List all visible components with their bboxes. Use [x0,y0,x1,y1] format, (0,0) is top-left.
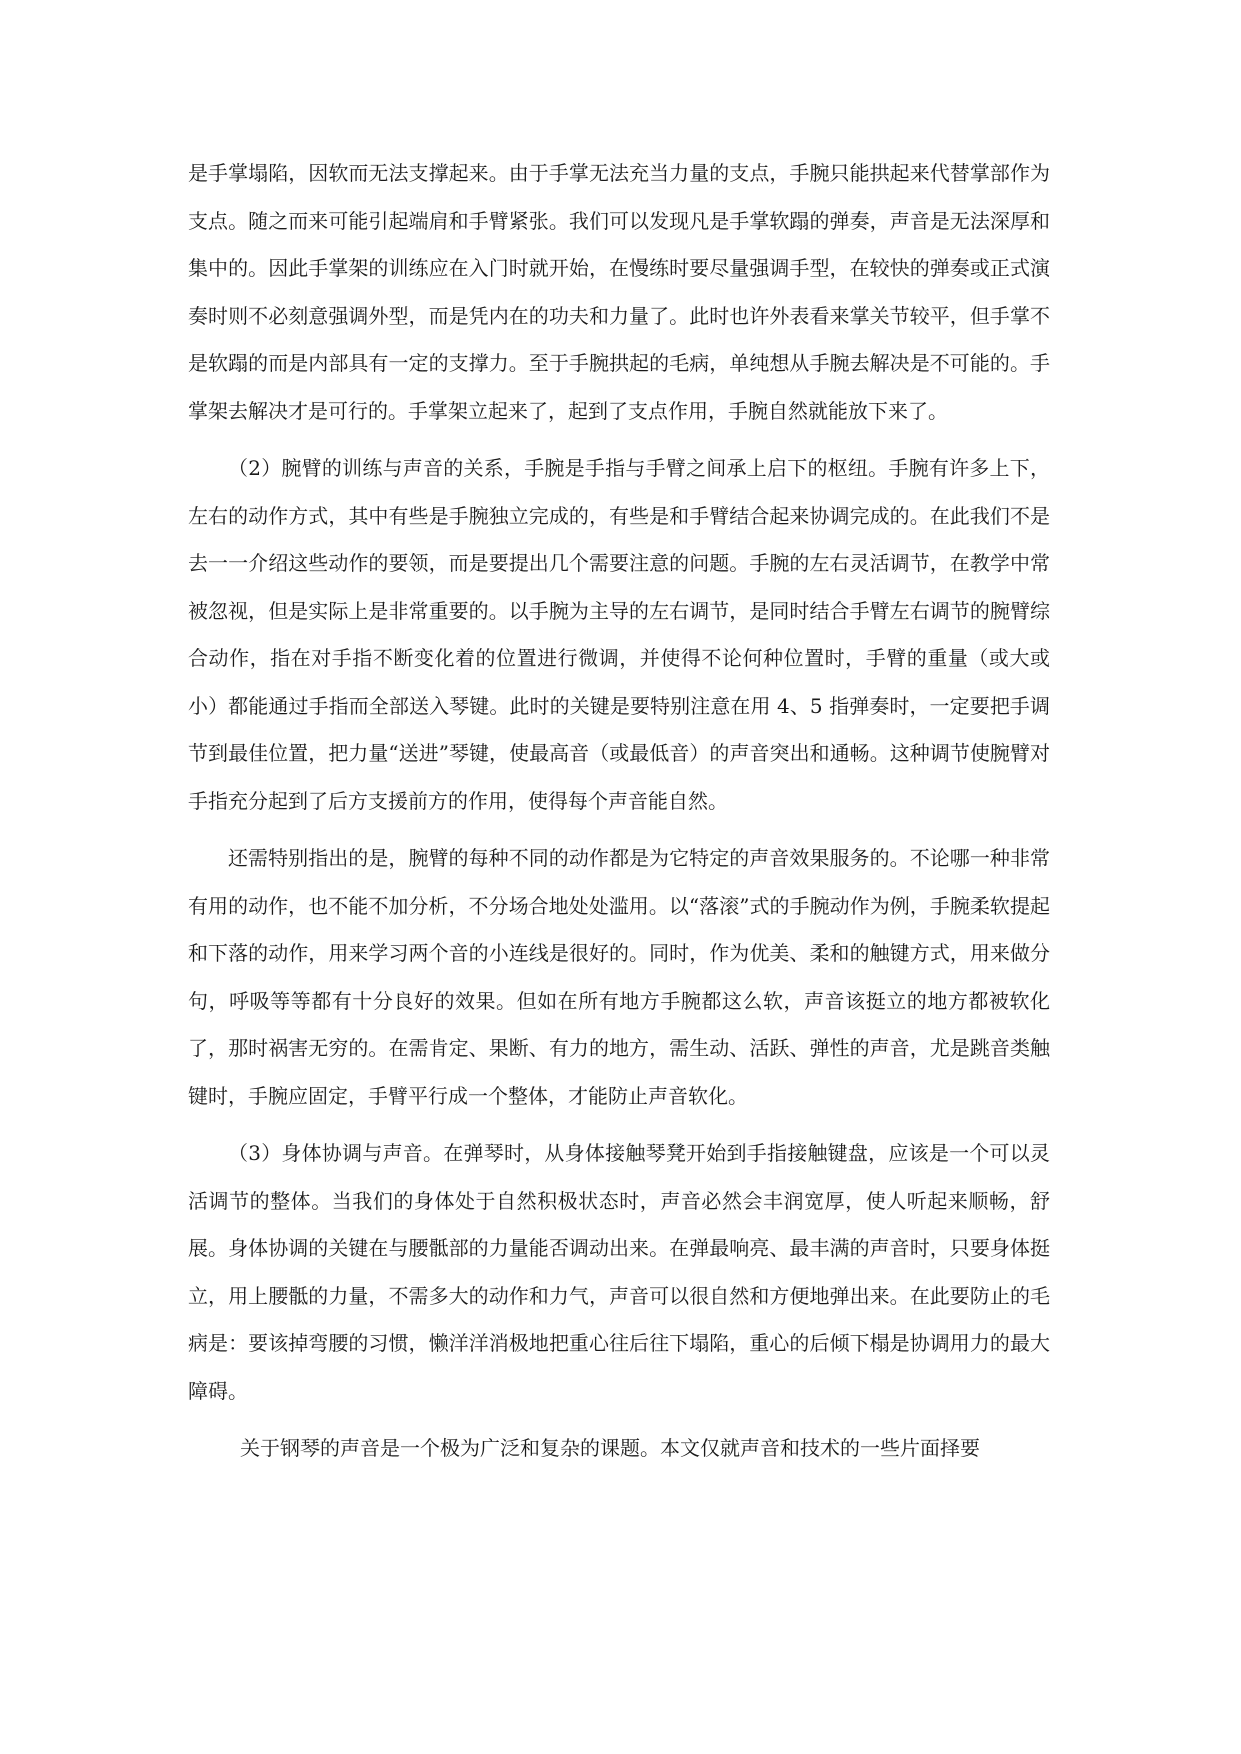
paragraph-wrist-arm-movements: 还需特别指出的是，腕臂的每种不同的动作都是为它特定的声音效果服务的。不论哪一种非常有用的动作，也不能不加分析，不分场合地处处滥用。以“落滚”式的手腕动作为例，手腕柔软提起和下落的动作，用来学习两个音的小连线是很好的。同时，作为优美、柔和的触键方式，用来做分句，呼吸等等都有十分良好的效果。但如在所有地方手腕都这么软，声音该挺立的地方都被软化了，那时祸害无穷的。在需肯定、果断、有力的地方，需生动、活跃、弹性的声音，尤是跳音类触键时，手腕应固定，手臂平行成一个整体，才能防止声音软化。 [188,846,1050,1108]
paragraph-body-coordination: （3）身体协调与声音。在弹琴时，从身体接触琴凳开始到手指接触键盘，应该是一个可以灵活调节的整体。当我们的身体处于自然积极状态时，声音必然会丰润宽厚，使人听起来顺畅，舒展。身体协调的关键在与腰骶部的力量能否调动出来。在弹最响亮、最丰满的声音时，只要身体挺立，用上腰骶的力量，不需多大的动作和力气，声音可以很自然和方便地弹出来。在此要防止的毛病是：要该掉弯腰的习惯，懒洋洋消极地把重心往后往下塌陷，重心的后倾下榻是协调用力的最大障碍。 [188,1141,1050,1403]
document-body [188,150,1050,1483]
paragraph-wrist-arm-training: （2）腕臂的训练与声音的关系，手腕是手指与手臂之间承上启下的枢纽。手腕有许多上下，左右的动作方式，其中有些是手腕独立完成的，有些是和手臂结合起来协调完成的。在此我们不是去一一介绍这些动作的要领，而是要提出几个需要注意的问题。手腕的左右灵活调节，在教学中常被忽视，但是实际上是非常重要的。以手腕为主导的左右调节，是同时结合手臂左右调节的腕臂综合动作，指在对手指不断变化着的位置进行微调，并使得不论何种位置时，手臂的重量（或大或小）都能通过手指而全部送入琴键。此时的关键是要特别注意在用 4、5 指弹奏时，一定要把手调节到最佳位置，把力量“送进”琴键，使最高音（或最低音）的声音突出和通畅。这种调节使腕臂对手指充分起到了后方支援前方的作用，使得每个声音能自然。 [188,456,1050,813]
paragraph-hand-arch-continued: 是手掌塌陷，因软而无法支撑起来。由于手掌无法充当力量的支点，手腕只能拱起来代替掌部作为支点。随之而来可能引起端肩和手臂紧张。我们可以发现凡是手掌软蹋的弹奏，声音是无法深厚和集中的。因此手掌架的训练应在入门时就开始，在慢练时要尽量强调手型，在较快的弹奏或正式演奏时则不必刻意强调外型，而是凭内在的功夫和力量了。此时也许外表看来掌关节较平，但手掌不是软蹋的而是内部具有一定的支撑力。至于手腕拱起的毛病，单纯想从手腕去解决是不可能的。手掌架去解决才是可行的。手掌架立起来了，起到了支点作用，手腕自然就能放下来了。 [188,161,1050,423]
paragraph-conclusion-start: 关于钢琴的声音是一个极为广泛和复杂的课题。本文仅就声音和技术的一些片面择要 [240,1436,980,1460]
